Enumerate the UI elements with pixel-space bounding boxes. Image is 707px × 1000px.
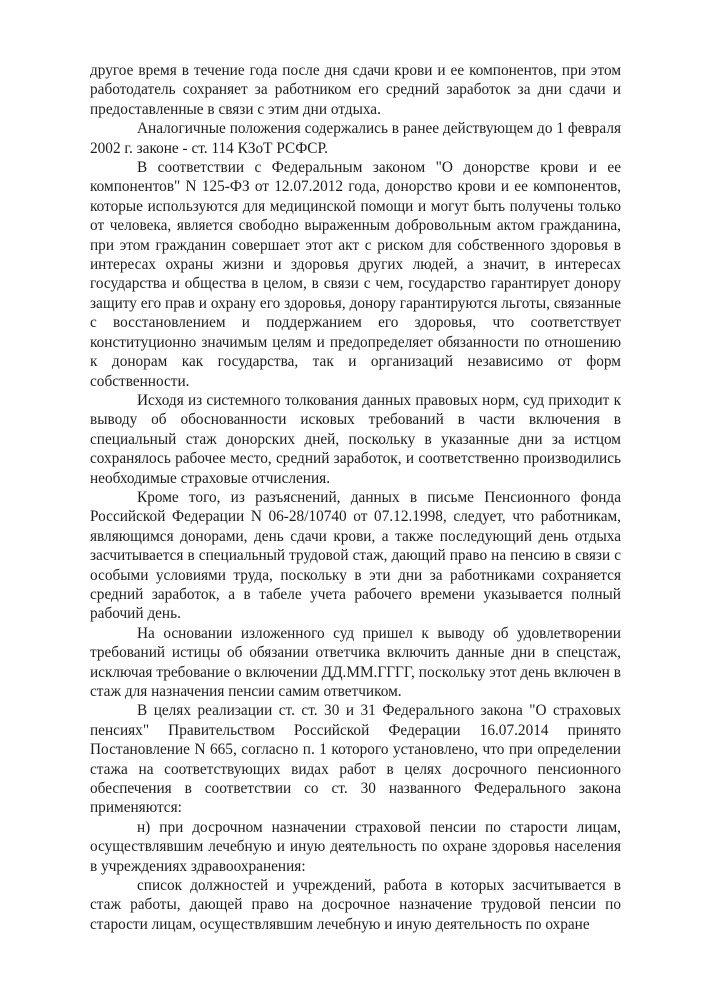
- paragraph: На основании изложенного суд пришел к выводу об удовлетворении требований истицы об обязании ответчика включить данные дни в спецстаж, исключая требование о включении ДД.ММ.ГГГГ, поскольку этот день включен в стаж для назначения пенсии самим ответчиком.: [90, 624, 621, 700]
- document-text-block: [90, 61, 621, 934]
- paragraph: другое время в течение года после дня сдачи крови и ее компонентов, при этом работодатель сохраняет за работником его средний заработок за дни сдачи и предоставленные в связи с этим дни отдыха.: [90, 62, 621, 118]
- paragraph: Аналогичные положения содержались в ранее действующем до 1 февраля 2002 г. законе - ст. 114 КЗоТ РСФСР.: [90, 120, 621, 157]
- paragraph: В целях реализации ст. ст. 30 и 31 Федерального закона "О страховых пенсиях" Правительством Российской Федерации 16.07.2014 принято Постановление N 665, согласно п. 1 которого установлено, что при определении стажа на соответствующих видах работ в целях досрочного пенсионного обеспечения в соответствии со ст. 30 названного Федерального закона применяются:: [90, 702, 621, 817]
- paragraph: Исходя из системного толкования данных правовых норм, суд приходит к выводу об обоснованности исковых требований в части включения в специальный стаж донорских дней, поскольку в указанные дни за истцом сохранялось рабочее место, средний заработок, и соответственно производились необходимые страховые отчисления.: [90, 391, 621, 487]
- paragraph: Кроме того, из разъяснений, данных в письме Пенсионного фонда Российской Федерации N 06-28/10740 от 07.12.1998, следует, что работникам, являющимся донорами, день сдачи крови, а также последующий день отдыха засчитывается в специальный трудовой стаж, дающий право на пенсию в связи с особыми условиями труда, поскольку в эти дни за работниками сохраняется средний заработок, а в табеле учета рабочего времени указывается полный рабочий день.: [90, 488, 621, 623]
- paragraph: В соответствии с Федеральным законом "О донорстве крови и ее компонентов" N 125-ФЗ от 12.07.2012 года, донорство крови и ее компонентов, которые используются для медицинской помощи и могут быть получены только от человека, является свободно выраженным добровольным актом гражданина, при этом гражданин совершает этот акт с риском для собственного здоровья в интересах охраны жизни и здоровья других людей, а значит, в интересах государства и общества в целом, в связи с чем, государство гарантирует донору защиту его прав и охрану его здоровья, донору гарантируются льготы, связанные с восстановлением и поддержанием его здоровья, что соответствует конституционно значимым целям и предопределяет обязанности по отношению к донорам как государства, так и организаций независимо от форм собственности.: [90, 159, 621, 390]
- paragraph: н) при досрочном назначении страховой пенсии по старости лицам, осуществлявшим лечебную и иную деятельность по охране здоровья населения в учреждениях здравоохранения:: [90, 818, 621, 875]
- paragraph: список должностей и учреждений, работа в которых засчитывается в стаж работы, дающей право на досрочное назначение трудовой пенсии по старости лицам, осуществлявшим лечебную и иную деятельность по охране: [90, 877, 621, 933]
